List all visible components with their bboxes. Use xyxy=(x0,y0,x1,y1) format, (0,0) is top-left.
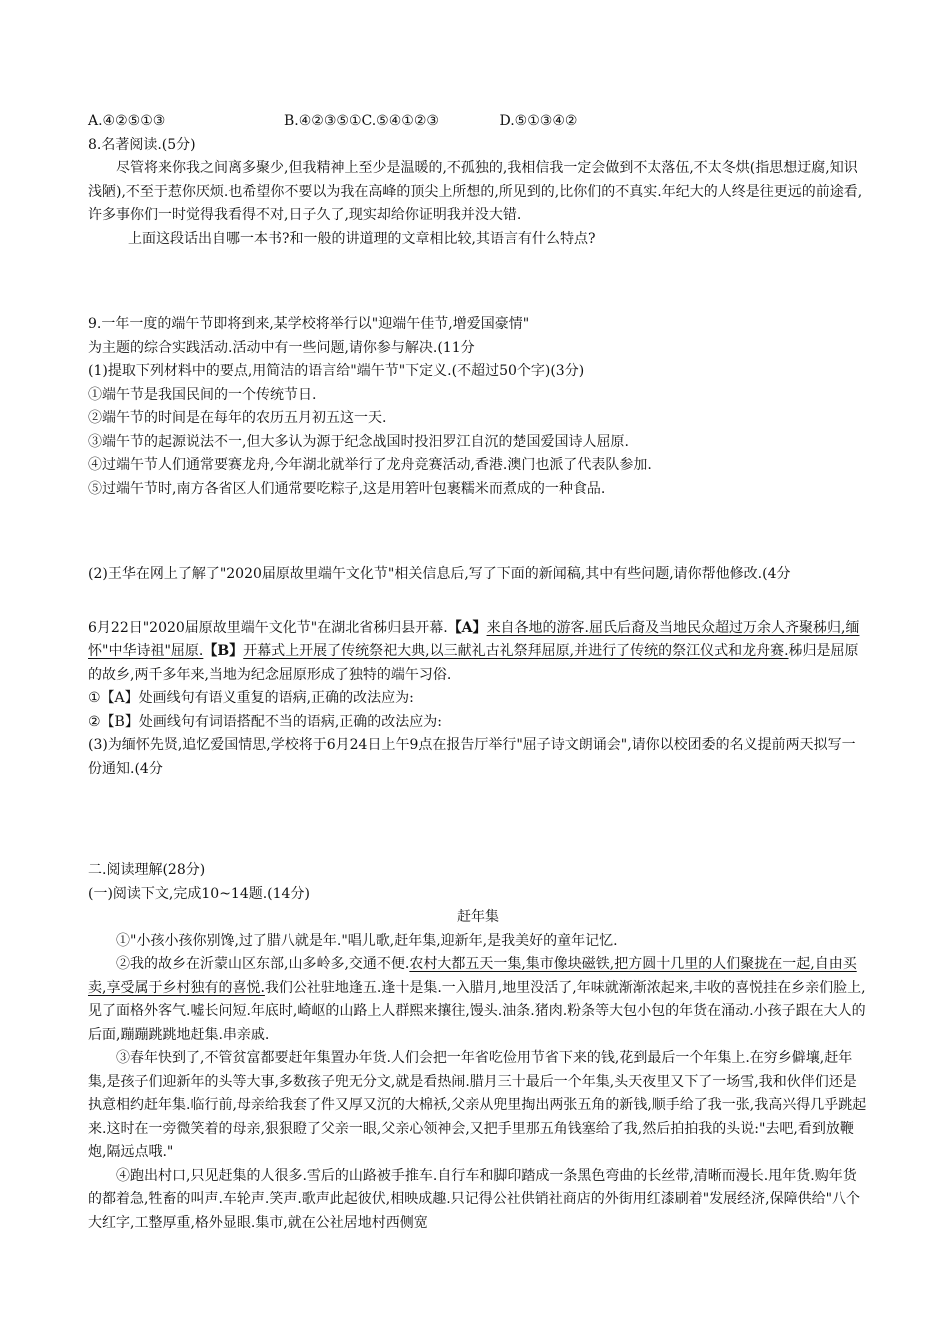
q9-material-1: ①端午节是我国民间的一个传统节日. xyxy=(88,386,317,403)
q9-fix-b: ②【B】处画线句有词语搭配不当的语病,正确的改法应为: xyxy=(88,713,443,730)
paragraph-2-start: ②我的故乡在沂蒙山区东部,山多岭多,交通不便. xyxy=(116,956,410,972)
option-c: C.⑤④①②③ xyxy=(361,113,439,129)
paragraph-2-end: 我们公社驻地逢五.逢十是集.一入腊月,地里没活了,年味就渐渐浓起来,丰收的喜悦挂在乡亲们脸上,见了面格外客气.嘘长问短.年底时,崎岖的山路上人群熙来攘往,馒头.油条.猪肉.粉条等大包小包的年货在涌动.小孩子跟在大人的后面,蹦蹦跳跳地赶集.串亲戚. xyxy=(88,979,866,1043)
exam-page xyxy=(88,110,868,1235)
q9-material-3: ③端午节的起源说法不一,但大多认为源于纪念战国时投汨罗江自沉的楚国爱国诗人屈原. xyxy=(88,433,629,450)
q8-passage: 尽管将来你我之间离多聚少,但我精神上至少是温暖的,不孤独的,我相信我一定会做到不太落伍,不太冬烘(指思想迂腐,知识浅陋),不至于惹你厌烦.也希望你不要以为我在高峰的顶尖上所想的,所见到的,比你们的不真实.年纪大的人终是往更远的前途看,许多事你们一时觉得我看得不对,日子久了,现实却给你证明我并没大错. xyxy=(88,160,863,223)
q9-sub3: (3)为缅怀先贤,追忆爱国情思,学校将于6月24日上午9点在报告厅举行"屈子诗文朗诵会",请你以校团委的名义提前两天拟写一份通知.(4分 xyxy=(88,737,856,777)
option-a: A.④②⑤①③ xyxy=(88,113,166,129)
q9-sub1: (1)提取下列材料中的要点,用简洁的语言给"端午节"下定义.(不超过50个字)(3分) xyxy=(88,363,585,379)
q9-material-4: ④过端午节人们通常要赛龙舟,今年湖北就举行了龙舟竞赛活动,香港.澳门也派了代表队参加. xyxy=(88,457,652,473)
q9-news-draft xyxy=(88,617,868,688)
q9-material-2: ②端午节的时间是在每年的农历五月初五这一天. xyxy=(88,410,387,426)
q8-question: 上面这段话出自哪一本书?和一般的讲道理的文章相比较,其语言有什么特点? xyxy=(128,230,596,247)
option-d: D.⑤①③④② xyxy=(499,113,578,129)
section2-heading: 二.阅读理解(28分) xyxy=(88,862,206,878)
news-sentence-b: 开幕式上开展了传统祭祀大典,以三献礼古礼祭拜屈原,并进行了传统的祭江仪式和龙舟赛. xyxy=(243,643,789,659)
article-paragraph-1: ①"小孩小孩你别馋,过了腊八就是年."唱儿歌,赶年集,迎新年,是我美好的童年记忆. xyxy=(116,932,618,949)
q9-heading-2: 为主题的综合实践活动.活动中有一些问题,请你参与解决.(11分 xyxy=(88,339,475,356)
mark-b: 【B】 xyxy=(203,643,244,659)
section2-part1: (一)阅读下文,完成10~14题.(14分) xyxy=(88,885,310,902)
news-start: 6月22日"2020届原故里端午文化节"在湖北省秭归县开幕. xyxy=(88,619,448,636)
mark-a: 【A】 xyxy=(447,619,487,636)
q9-material-5: ⑤过端午节时,南方各省区人们通常要吃粽子,这是用箬叶包裹糯米而煮成的一种食品. xyxy=(88,480,606,497)
q9-sub2: (2)王华在网上了解了"2020届原故里端午文化节"相关信息后,写了下面的新闻稿,其中有些问题,请你帮他修改.(4分 xyxy=(88,566,791,582)
q7-options xyxy=(88,110,868,134)
q8-heading: 8.名著阅读.(5分) xyxy=(88,136,196,153)
article-paragraph-2 xyxy=(88,953,868,1047)
q9-fix-a: ①【A】处画线句有语义重复的语病,正确的改法应为: xyxy=(88,690,414,706)
q9-heading-1: 9.一年一度的端午节即将到来,某学校将举行以"迎端午佳节,增爱国豪情" xyxy=(88,316,530,332)
news-end: 秭归是屈原的故乡,两千多年来,当地为纪念屈原形成了独特的端午习俗. xyxy=(88,643,859,683)
article-title: 赶年集 xyxy=(457,909,499,925)
article-paragraph-4: ④跑出村口,只见赶集的人很多.雪后的山路被手推车.自行车和脚印踏成一条黑色弯曲的长丝带,清晰而漫长.甩年货.购年货的都着急,牲畜的叫声.车轮声.笑声.歌声此起彼伏,相映成趣.只记得公社供销社商店的外街用红漆刷着"发展经济,保障供给"八个大红字,工整厚重,格外显眼.集市,就在公社居地村西侧宽 xyxy=(88,1167,861,1231)
paragraph-2-underlined: 农村大都五天一集,集市像块磁铁,把方圆十几里的人们聚拢在一起,自由买卖,享受属于乡村独有的喜悦. xyxy=(88,956,857,996)
article-paragraph-3: ③春年快到了,不管贫富都要赶年集置办年货.人们会把一年省吃俭用节省下来的钱,花到最后一个年集上.在穷乡僻壤,赶年集,是孩子们迎新年的头等大事,多数孩子兜无分文,就是看热闹.腊月三十最后一个年集,头天夜里又下了一场雪,我和伙伴们还是执意相约赶年集.临行前,母亲给我套了件又厚又沉的大棉袄,父亲从兜里掏出两张五角的新钱,顺手给了我一张,我高兴得几乎跳起来.这时在一旁微笑着的母亲,狠狠瞪了父亲一眼,父亲心领神会,又把手里那五角钱塞给了我,然后拍拍我的头说:"去吧,看到放鞭炮,隔远点哦." xyxy=(88,1050,867,1160)
news-sentence-a: 来自各地的游客.屈氏后裔及当地民众超过万余人齐聚秭归,缅怀"中华诗祖"屈原. xyxy=(88,619,860,659)
option-b: B.④②③⑤① xyxy=(284,113,362,129)
